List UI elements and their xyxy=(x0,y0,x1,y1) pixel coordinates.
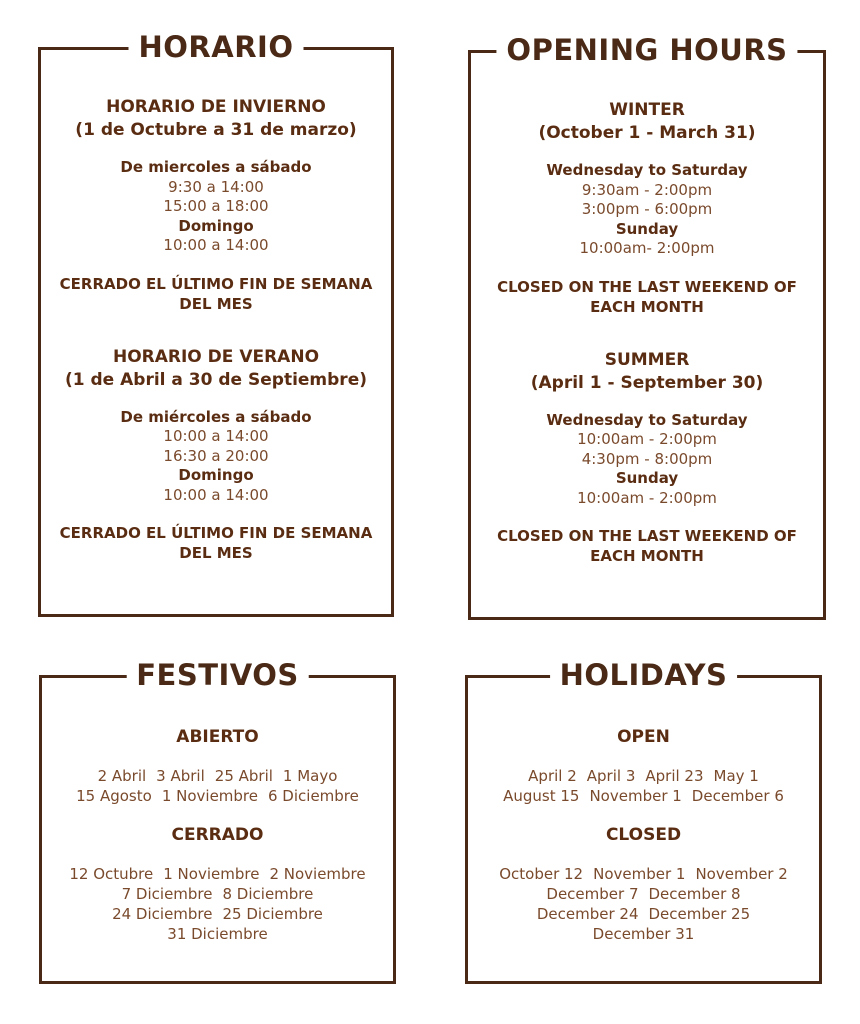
opening-hours-body xyxy=(471,99,823,566)
holiday-date: November 2 xyxy=(695,865,788,883)
horario-winter-weekdays-time: 15:00 a 18:00 xyxy=(163,197,269,215)
horario-winter-section xyxy=(41,96,391,314)
holiday-date: December 31 xyxy=(592,925,695,943)
opening-hours-winter-title: WINTER xyxy=(609,100,685,120)
holiday-line xyxy=(42,864,393,884)
holiday-date: April 23 xyxy=(645,767,704,785)
closed-note-line: CLOSED ON THE LAST WEEKEND OF xyxy=(497,277,797,296)
closed-note-line: CERRADO EL ÚLTIMO FIN DE SEMANA xyxy=(59,274,373,293)
festivos-closed-heading: CERRADO xyxy=(171,825,264,845)
holiday-date: October 12 xyxy=(499,865,584,883)
horario-title: HORARIO xyxy=(129,30,304,64)
closed-note-line: DEL MES xyxy=(179,544,253,562)
horario-winter-dates: (1 de Octubre a 31 de marzo) xyxy=(75,120,357,140)
opening-hours-summer-section xyxy=(471,349,823,567)
holiday-date: May 1 xyxy=(713,767,759,785)
holidays-panel xyxy=(465,658,822,984)
closed-note-line: CERRADO EL ÚLTIMO FIN DE SEMANA xyxy=(59,524,373,542)
horario-winter-sunday-label: Domingo xyxy=(178,216,254,235)
horario-body xyxy=(41,96,391,563)
horario-summer-sunday-time: 10:00 a 14:00 xyxy=(163,485,269,504)
opening-hours-winter-weekdays-time: 9:30am - 2:00pm xyxy=(581,180,713,199)
holiday-date: December 24 xyxy=(536,905,639,923)
holiday-date: 2 Abril xyxy=(97,767,147,785)
opening-hours-summer-sunday-label: Sunday xyxy=(615,469,679,487)
horario-summer-title: HORARIO DE VERANO xyxy=(112,346,320,367)
festivos-open-heading: ABIERTO xyxy=(176,727,259,747)
holiday-line xyxy=(468,786,819,806)
opening-hours-winter-weekdays-time: 3:00pm - 6:00pm xyxy=(581,200,713,218)
horario-winter-schedule xyxy=(41,158,391,256)
holidays-title: HOLIDAYS xyxy=(550,658,738,692)
holidays-closed-list xyxy=(468,864,819,944)
opening-hours-winter-closed-note xyxy=(471,277,823,317)
holiday-date: 1 Noviembre xyxy=(161,787,258,805)
holiday-date: November 1 xyxy=(593,865,686,883)
holiday-date: December 8 xyxy=(648,885,741,903)
horario-winter-sunday-time: 10:00 a 14:00 xyxy=(163,236,269,254)
holiday-line xyxy=(468,924,819,944)
closed-note-line: EACH MONTH xyxy=(590,297,704,316)
opening-hours-summer-sunday-time: 10:00am - 2:00pm xyxy=(577,488,717,507)
holiday-date: 2 Noviembre xyxy=(269,865,366,883)
holiday-date: 8 Diciembre xyxy=(222,885,314,903)
opening-hours-summer-closed-note xyxy=(471,526,823,566)
holidays-closed-heading: CLOSED xyxy=(605,825,682,845)
closed-note-line: EACH MONTH xyxy=(590,547,704,565)
festivos-title: FESTIVOS xyxy=(126,658,309,692)
horario-summer-weekdays-label: De miércoles a sábado xyxy=(120,407,312,426)
holiday-line xyxy=(42,766,393,786)
holiday-line xyxy=(468,864,819,884)
festivos-panel xyxy=(39,658,396,984)
horario-summer-section xyxy=(41,346,391,564)
opening-hours-winter-dates: (October 1 - March 31) xyxy=(538,123,756,143)
opening-hours-summer-weekdays-label: Wednesday to Saturday xyxy=(546,410,748,429)
holiday-date: August 15 xyxy=(503,787,580,805)
holiday-date: November 1 xyxy=(589,787,682,805)
horario-panel xyxy=(38,30,394,617)
holiday-date: 25 Diciembre xyxy=(222,905,323,923)
holiday-date: 31 Diciembre xyxy=(167,925,268,943)
holiday-line xyxy=(468,884,819,904)
opening-hours-summer-weekdays-time: 10:00am - 2:00pm xyxy=(577,430,717,448)
horario-winter-title: HORARIO DE INVIERNO xyxy=(106,97,326,117)
holiday-date: 25 Abril xyxy=(214,767,273,785)
holiday-line xyxy=(42,904,393,924)
holiday-line xyxy=(468,904,819,924)
opening-hours-winter-sunday-label: Sunday xyxy=(615,219,679,238)
opening-hours-winter-weekdays-label: Wednesday to Saturday xyxy=(546,161,748,179)
horario-summer-weekdays-time: 16:30 a 20:00 xyxy=(163,446,269,465)
closed-note-line: CLOSED ON THE LAST WEEKEND OF xyxy=(497,527,797,545)
holiday-date: April 2 xyxy=(528,767,577,785)
holiday-line xyxy=(42,786,393,806)
holiday-date: 12 Octubre xyxy=(69,865,154,883)
opening-hours-panel xyxy=(468,33,826,620)
holidays-open-heading: OPEN xyxy=(617,727,670,747)
holiday-line xyxy=(468,766,819,786)
holiday-line xyxy=(42,884,393,904)
holiday-date: 6 Diciembre xyxy=(268,787,359,805)
horario-summer-closed-note xyxy=(41,523,391,563)
opening-hours-summer-schedule xyxy=(471,411,823,509)
closed-note-line: DEL MES xyxy=(179,294,253,313)
horario-summer-sunday-label: Domingo xyxy=(178,466,254,484)
holiday-date: April 3 xyxy=(586,767,636,785)
horario-summer-weekdays-time: 10:00 a 14:00 xyxy=(163,427,269,445)
opening-hours-winter-schedule xyxy=(471,161,823,259)
horario-summer-schedule xyxy=(41,408,391,506)
opening-hours-summer-dates: (April 1 - September 30) xyxy=(530,372,764,393)
opening-hours-winter-sunday-time: 10:00am- 2:00pm xyxy=(579,239,715,257)
opening-hours-summer-weekdays-time: 4:30pm - 8:00pm xyxy=(581,449,713,468)
holiday-date: 3 Abril xyxy=(156,767,205,785)
holiday-date: 24 Diciembre xyxy=(112,905,213,923)
horario-winter-weekdays-label: De miercoles a sábado xyxy=(120,158,312,176)
festivos-closed-list xyxy=(42,864,393,944)
holiday-date: 1 Noviembre xyxy=(163,865,260,883)
holiday-date: December 7 xyxy=(546,885,639,903)
horario-winter-closed-note xyxy=(41,274,391,314)
festivos-open-list xyxy=(42,766,393,806)
holiday-date: 15 Agosto xyxy=(76,787,152,805)
festivos-body xyxy=(42,726,393,944)
holiday-date: 7 Diciembre xyxy=(121,885,213,903)
holiday-line xyxy=(42,924,393,944)
holiday-date: December 6 xyxy=(691,787,784,805)
horario-summer-dates: (1 de Abril a 30 de Septiembre) xyxy=(65,369,367,390)
opening-hours-winter-section xyxy=(471,99,823,317)
holidays-open-list xyxy=(468,766,819,806)
opening-hours-summer-title: SUMMER xyxy=(604,349,690,370)
holiday-date: 1 Mayo xyxy=(282,767,338,785)
opening-hours-title: OPENING HOURS xyxy=(496,33,797,67)
horario-winter-weekdays-time: 9:30 a 14:00 xyxy=(168,177,264,196)
holiday-date: December 25 xyxy=(648,905,751,923)
holidays-body xyxy=(468,726,819,944)
